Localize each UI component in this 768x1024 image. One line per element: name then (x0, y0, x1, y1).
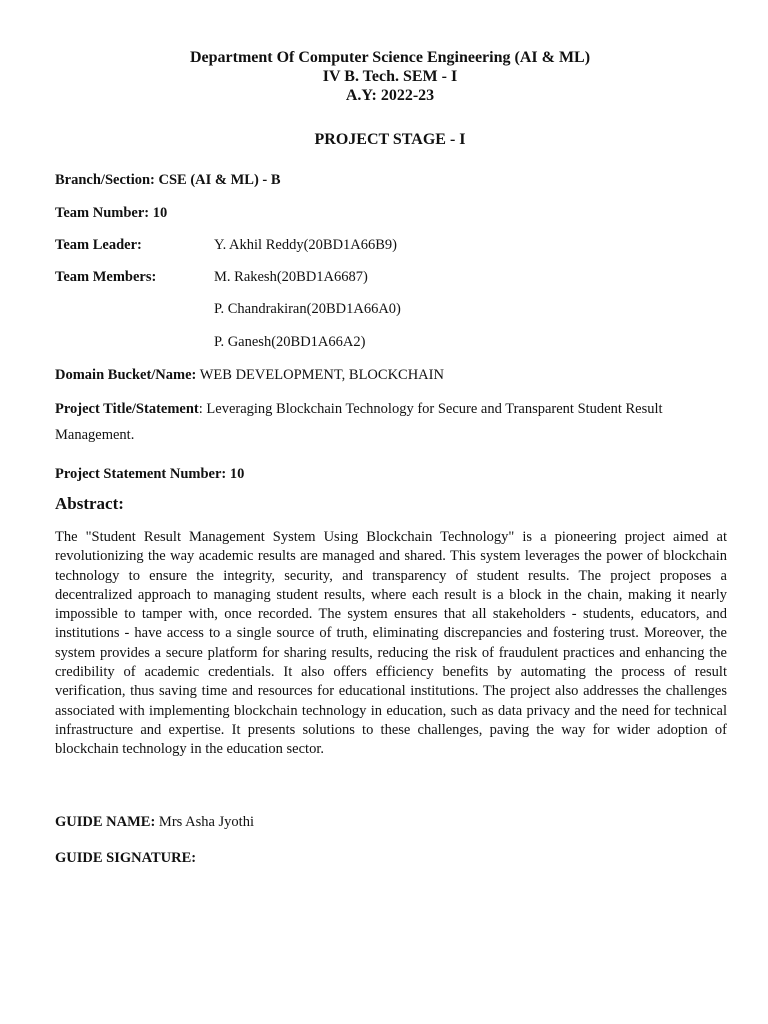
abstract-heading: Abstract: (55, 494, 124, 513)
abstract-text: The "Student Result Management System Using Blockchain Technology" is a pioneering project aimed at revolutionizing the way academic results are managed and shared. This system leverages the power of blockchain technology to ensure the integrity, security, and transparency of student results. The project proposes a decentralized approach to managing student results, where each result is a block in the chain, making it nearly impossible to tamper with, once recorded. The system ensures that all stakeholders - students, educators, and institutions - have access to a single source of truth, eliminating discrepancies and fostering trust. Moreover, the system provides a secure platform for sharing results, reducing the risk of fraudulent practices and enhancing the credibility of academic credentials. It also offers efficiency benefits by automating the process of result verification, thus saving time and resources for educational institutions. The project also addresses the challenges associated with implementing blockchain technology in education, such as data privacy and the need for technical infrastructure and expertise. It presents solutions to these challenges, paving the way for wider adoption of blockchain technology in the education sector. (55, 529, 727, 758)
document-header (0, 48, 768, 105)
project-title-block (55, 396, 727, 448)
team-leader-value: Y. Akhil Reddy(20BD1A66B9) (214, 237, 398, 253)
department-title: Department Of Computer Science Engineering (AI & ML) (189, 49, 591, 66)
guide-signature-label: GUIDE SIGNATURE: (55, 850, 197, 866)
domain-value: WEB DEVELOPMENT, BLOCKCHAIN (199, 367, 444, 383)
team-number: Team Number: 10 (55, 205, 168, 221)
team-members-row (55, 268, 368, 286)
guide-name-value: Mrs Asha Jyothi (158, 814, 254, 830)
project-title-label: Project Title/Statement (55, 401, 199, 417)
guide-name-label: GUIDE NAME: (55, 814, 156, 830)
academic-year-line: A.Y: 2022-23 (345, 87, 435, 104)
guide-name-row (55, 813, 254, 831)
domain-label: Domain Bucket/Name: (55, 367, 197, 383)
team-member-1: M. Rakesh(20BD1A6687) (214, 269, 368, 285)
team-leader-label: Team Leader: (55, 237, 142, 253)
branch-section: Branch/Section: CSE (AI & ML) - B (55, 172, 281, 188)
domain-row (55, 366, 444, 384)
team-member-2: P. Chandrakiran(20BD1A66A0) (214, 301, 401, 317)
team-leader-row (55, 236, 398, 254)
project-stage-title: PROJECT STAGE - I (314, 131, 466, 148)
project-statement-number: Project Statement Number: 10 (55, 466, 245, 482)
semester-line: IV B. Tech. SEM - I (322, 68, 458, 85)
team-member-3: P. Ganesh(20BD1A66A2) (214, 334, 366, 350)
project-title-value: : Leveraging Blockchain Technology for Secure and Transparent Student Result Management. (55, 401, 663, 443)
team-members-label: Team Members: (55, 269, 157, 285)
